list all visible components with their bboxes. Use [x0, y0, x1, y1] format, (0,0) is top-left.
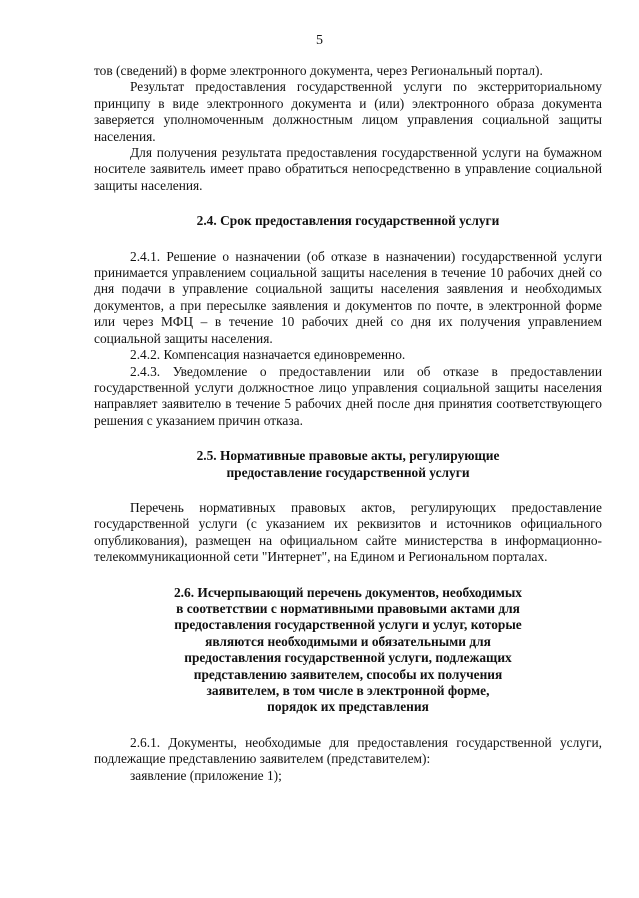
heading-line: порядок их представления	[267, 699, 429, 715]
paragraph-2-4-1: 2.4.1. Решение о назначении (об отказе в назначении) государственной услуги принимается управлением социальной защиты населения в течение 10 рабочих дней со дня подачи в управление социальной защиты населения заявления и необходимых документов, а при пересылке заявления и документов по почте, в электронной форме или через МФЦ – в течение 10 рабочих дней со дня их получения управлением социальной защиты населения.	[94, 248, 602, 346]
heading-line: 2.5. Нормативные правовые акты, регулирующие	[196, 448, 500, 464]
paragraph-application: заявление (приложение 1);	[130, 767, 282, 783]
heading-line: 2.4. Срок предоставления государственной услуги	[196, 213, 500, 229]
heading-line: предоставления государственной услуги и услуг, которые	[174, 617, 522, 633]
paragraph-2-6-1: 2.6.1. Документы, необходимые для предоставления государственной услуги, подлежащие представлению заявителем (представителем):	[94, 734, 602, 767]
heading-line: заявителем, в том числе в электронной форме,	[206, 683, 490, 698]
heading-line: в соответствии с нормативными правовыми актами для	[176, 600, 520, 616]
paragraph-legal-acts: Перечень нормативных правовых актов, регулирующих предоставление государственной услуги (с указанием их реквизитов и источников официального опубликования), размещен на официальном сайте министерства в информационно-телекоммуникационной сети "Интернет", на Едином и Региональном порталах.	[94, 499, 602, 565]
paragraph-extraterritorial-result: Результат предоставления государственной услуги по экстерриториальному принципу в виде электронного документа и (или) электронного образа документа заверяется уполномоченным должностным лицом управления социальной защиты населения.	[94, 79, 602, 144]
paragraph-continuation: тов (сведений) в форме электронного документа, через Региональный портал).	[94, 63, 543, 78]
section-heading-2-6	[94, 585, 602, 716]
section-heading-2-5	[94, 448, 602, 481]
paragraph-2-4-2: 2.4.2. Компенсация назначается единовременно.	[130, 347, 406, 363]
paragraph-paper-result: Для получения результата предоставления государственной услуги на бумажном носителе заявитель имеет право обратиться непосредственно в управление социальной защиты населения.	[94, 145, 602, 193]
page-number: 5	[316, 33, 323, 48]
heading-line: 2.6. Исчерпывающий перечень документов, необходимых	[173, 584, 522, 600]
heading-line: предоставления государственной услуги, подлежащих	[184, 650, 512, 666]
heading-line: представлению заявителем, способы их получения	[193, 666, 503, 682]
section-heading-2-4	[94, 213, 602, 229]
heading-line: являются необходимыми и обязательными для	[205, 633, 491, 649]
heading-line: предоставление государственной услуги	[226, 464, 470, 480]
paragraph-2-4-3: 2.4.3. Уведомление о предоставлении или об отказе в предоставлении государственной услуги должностное лицо управления социальной защиты населения направляет заявителю в течение 5 рабочих дней после дня принятия соответствующего решения с указанием причин отказа.	[94, 363, 602, 428]
document-body	[94, 63, 602, 784]
